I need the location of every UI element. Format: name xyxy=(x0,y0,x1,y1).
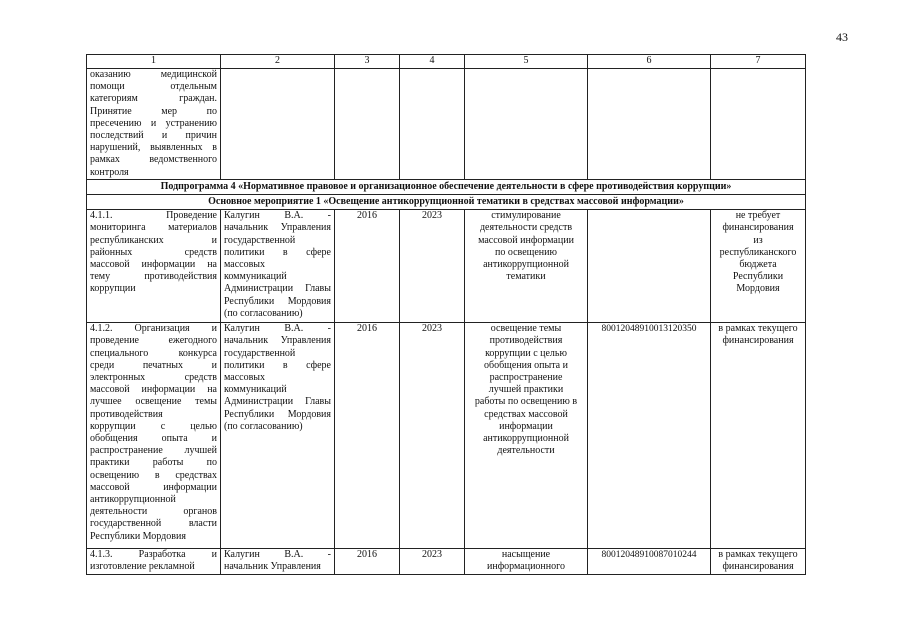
financing-cell xyxy=(711,549,806,574)
text-line: политики в сфере xyxy=(224,359,331,371)
text-line: работы по освещению в xyxy=(474,396,578,408)
result-cell xyxy=(465,323,588,549)
table-row xyxy=(87,323,806,549)
text-line: тему противодействия xyxy=(90,271,217,283)
start-year-cell xyxy=(335,69,400,180)
text-line: обобщения опыта и xyxy=(484,359,568,371)
text-line: Калугин В.А. - xyxy=(224,210,331,222)
text-line: Мордовия xyxy=(736,283,780,295)
page-number: 43 xyxy=(836,30,848,44)
end-year-cell: 2023 xyxy=(400,549,465,574)
result-cell xyxy=(465,69,588,180)
text-line: средствах массовой xyxy=(484,408,568,420)
table-row xyxy=(87,549,806,574)
text-line: коммуникаций xyxy=(224,271,287,283)
subprogram-row xyxy=(87,179,806,194)
table-row xyxy=(87,69,806,180)
text-line: специального конкурса xyxy=(90,347,217,359)
text-line: из xyxy=(753,234,763,246)
text-line: Республики xyxy=(732,271,784,283)
text-line: массовой информации на xyxy=(90,384,217,396)
text-line: тематики xyxy=(506,271,546,283)
start-year-cell: 2016 xyxy=(335,549,400,574)
text-line: проведение ежегодного xyxy=(90,335,217,347)
main-activity-row xyxy=(87,195,806,210)
text-line: коррупции с целью xyxy=(90,420,217,432)
text-line: массовых xyxy=(224,259,266,271)
text-line: деятельности органов xyxy=(90,506,217,518)
financing-cell xyxy=(711,69,806,180)
text-line: массовой информации xyxy=(478,234,574,246)
column-header: 7 xyxy=(711,55,806,69)
activity-cell xyxy=(87,323,221,549)
subprogram-title: Подпрограмма 4 «Нормативное правовое и организационное обеспечение деятельности в сфере противодействия коррупции» xyxy=(87,179,806,194)
text-line: обобщения опыта и xyxy=(90,433,217,445)
text-line: Администрации Главы xyxy=(224,396,331,408)
text-line: распространение xyxy=(489,372,563,384)
column-header: 2 xyxy=(221,55,335,69)
text-line: антикоррупционной xyxy=(90,494,176,506)
end-year-cell xyxy=(400,69,465,180)
text-line: республиканского xyxy=(719,246,797,258)
text-line: коррупции с целью xyxy=(485,347,567,359)
budget-code-cell xyxy=(588,210,711,323)
activity-cell xyxy=(87,69,221,180)
text-line: 4.1.1. Проведение xyxy=(90,210,217,222)
result-cell xyxy=(465,549,588,574)
table-row xyxy=(87,210,806,323)
text-line: деятельности средств xyxy=(479,222,573,234)
start-year-cell: 2016 xyxy=(335,323,400,549)
end-year-cell: 2023 xyxy=(400,210,465,323)
executor-cell xyxy=(221,69,335,180)
financing-cell xyxy=(711,323,806,549)
text-line: государственной xyxy=(224,234,296,246)
text-line: мониторинга материалов xyxy=(90,222,217,234)
text-line: коррупции xyxy=(90,283,136,295)
text-line: государственной власти xyxy=(90,518,217,530)
result-cell xyxy=(465,210,588,323)
text-line: бюджета xyxy=(739,259,777,271)
text-line: районных средств xyxy=(90,246,217,258)
text-line: информации xyxy=(499,420,553,432)
text-line: в рамках текущего xyxy=(718,323,798,335)
end-year-cell: 2023 xyxy=(400,323,465,549)
text-line: (по согласованию) xyxy=(224,307,303,319)
text-line: освещение темы xyxy=(490,323,562,335)
text-line: начальник Управления xyxy=(224,222,331,234)
text-line: коммуникаций xyxy=(224,384,287,396)
column-header: 4 xyxy=(400,55,465,69)
text-line: Республики Мордовия xyxy=(224,408,331,420)
text-line: категориям граждан. xyxy=(90,93,217,105)
text-line: массовой информации xyxy=(90,481,217,493)
text-line: нарушений, выявленных в xyxy=(90,142,217,154)
text-line: электронных средств xyxy=(90,372,217,384)
text-line: помощи отдельным xyxy=(90,81,217,93)
text-line: по освещению xyxy=(495,246,557,258)
executor-cell xyxy=(221,323,335,549)
text-line: рамках ведомственного xyxy=(90,154,217,166)
text-line: изготовление рекламной xyxy=(90,561,195,573)
text-line: оказанию медицинской xyxy=(90,69,217,80)
text-line: информационного xyxy=(487,561,565,573)
text-line: 4.1.2. Организация и xyxy=(90,323,217,335)
text-line: среди печатных и xyxy=(90,359,217,371)
text-line: Республики Мордовия xyxy=(224,295,331,307)
text-line: начальник Управления xyxy=(224,561,321,573)
executor-cell xyxy=(221,549,335,574)
text-line: распространение лучшей xyxy=(90,445,217,457)
text-line: финансирования xyxy=(722,561,794,573)
text-line: последствий и причин xyxy=(90,130,217,142)
text-line: лучшей практики xyxy=(488,384,564,396)
text-line: Республики Мордовия xyxy=(90,530,186,542)
text-line: массовых xyxy=(224,372,266,384)
column-header: 3 xyxy=(335,55,400,69)
text-line: политики в сфере xyxy=(224,246,331,258)
text-line: массовой информации на xyxy=(90,259,217,271)
text-line: не требует xyxy=(735,210,781,222)
text-line: пресечению и устранению xyxy=(90,117,217,129)
text-line: практики работы по xyxy=(90,457,217,469)
budget-code-cell xyxy=(588,69,711,180)
text-line: Принятие мер по xyxy=(90,105,217,117)
activities-table xyxy=(86,54,806,575)
text-line: Администрации Главы xyxy=(224,283,331,295)
text-line: финансирования xyxy=(722,222,794,234)
budget-code-cell: 80012048910087010244 xyxy=(588,549,711,574)
financing-cell xyxy=(711,210,806,323)
column-header: 1 xyxy=(87,55,221,69)
text-line: антикоррупционной xyxy=(483,259,569,271)
text-line: 4.1.3. Разработка и xyxy=(90,549,217,561)
text-line: начальник Управления xyxy=(224,335,331,347)
column-header: 6 xyxy=(588,55,711,69)
text-line: государственной xyxy=(224,347,296,359)
text-line: в рамках текущего xyxy=(718,549,798,561)
text-line: антикоррупционной xyxy=(483,433,569,445)
text-line: контроля xyxy=(90,166,129,178)
text-line: Калугин В.А. - xyxy=(224,549,331,561)
column-header: 5 xyxy=(465,55,588,69)
start-year-cell: 2016 xyxy=(335,210,400,323)
text-line: насыщение xyxy=(501,549,551,561)
text-line: Калугин В.А. - xyxy=(224,323,331,335)
text-line: деятельности xyxy=(497,445,555,457)
text-line: освещению в средствах xyxy=(90,469,217,481)
text-line: финансирования xyxy=(722,335,794,347)
text-line: республиканских и xyxy=(90,234,217,246)
budget-code-cell: 80012048910013120350 xyxy=(588,323,711,549)
text-line: противодействия xyxy=(489,335,563,347)
text-line: лучшее освещение темы xyxy=(90,396,217,408)
activity-cell xyxy=(87,549,221,574)
activity-cell xyxy=(87,210,221,323)
text-line: (по согласованию) xyxy=(224,420,303,432)
text-line: стимулирование xyxy=(491,210,561,222)
executor-cell xyxy=(221,210,335,323)
main-activity-title: Основное мероприятие 1 «Освещение антикоррупционной тематики в средствах массовой информации» xyxy=(87,195,806,210)
text-line: противодействия xyxy=(90,408,163,420)
table-header-row xyxy=(87,55,806,69)
